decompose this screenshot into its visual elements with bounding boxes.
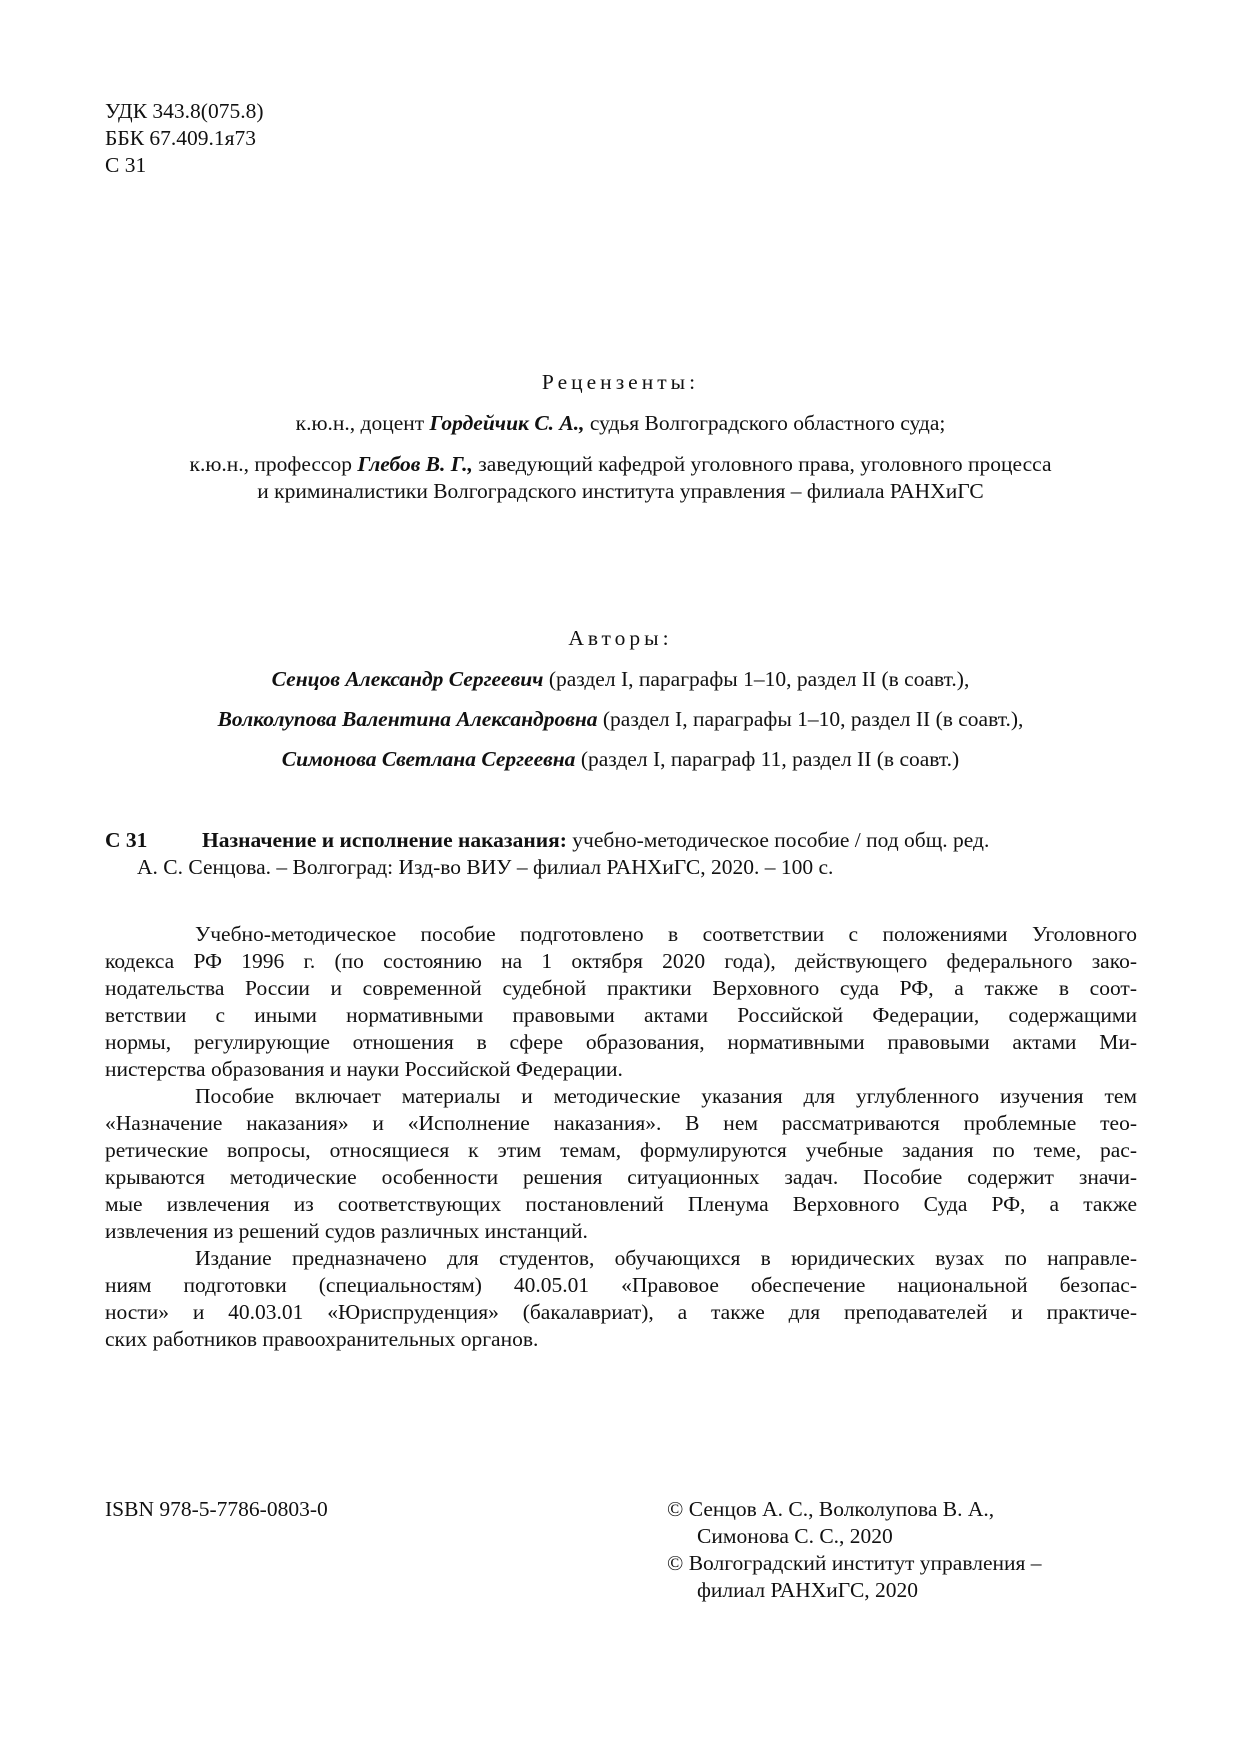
reviewer-2-degree: к.ю.н., профессор <box>189 452 358 476</box>
author-3 <box>0 746 1241 773</box>
abstract-line: нистерства образования и науки Российской Федерации. <box>105 1057 623 1081</box>
reviewer-2 <box>0 451 1241 478</box>
abstract-line: крываются методические особенности решения ситуационных задач. Пособие содержит значи- <box>105 1165 1137 1189</box>
bib-code: С 31 <box>105 828 148 852</box>
reviewer-1-name: Гордейчик С. А., <box>429 411 585 435</box>
abstract-line: Пособие включает материалы и методические указания для углубленного изучения тем <box>195 1084 1137 1108</box>
bib-line-2: А. С. Сенцова. – Волгоград: Изд-во ВИУ – филиал РАНХиГС, 2020. – 100 с. <box>137 855 834 879</box>
reviewers-heading: Рецензенты: <box>541 370 700 394</box>
author-1-name: Сенцов Александр Сергеевич <box>271 667 544 691</box>
isbn: ISBN 978-5-7786-0803-0 <box>105 1497 328 1521</box>
abstract-line: нодательства России и современной судебной практики Верховного суда РФ, а также в соот- <box>105 976 1137 1000</box>
reviewer-2-position-cont: и криминалистики Волгоградского института управления – филиала РАНХиГС <box>257 479 984 503</box>
author-2 <box>0 706 1241 733</box>
copyright-publisher-line-1: © Волгоградский институт управления – <box>667 1551 1042 1575</box>
abstract-line: Учебно-методическое пособие подготовлено в соответствии с положениями Уголовного <box>195 922 1137 946</box>
abstract-line: нормы, регулирующие отношения в сфере образования, нормативными правовыми актами Ми- <box>105 1030 1137 1054</box>
author-1 <box>0 666 1241 693</box>
abstract-line: мые извлечения из соответствующих постановлений Пленума Верховного Суда РФ, а также <box>105 1192 1137 1216</box>
reviewer-1 <box>0 410 1241 437</box>
abstract-line: Издание предназначено для студентов, обучающихся в юридических вузах по направле- <box>195 1246 1137 1270</box>
author-sign: С 31 <box>105 153 147 177</box>
author-2-role: (раздел I, параграфы 1–10, раздел II (в соавт.), <box>597 707 1024 731</box>
abstract-line: ских работников правоохранительных органов. <box>105 1327 539 1351</box>
abstract-line: извлечения из решений судов различных инстанций. <box>105 1219 588 1243</box>
reviewer-2-name: Глебов В. Г., <box>357 452 473 476</box>
authors-heading: Авторы: <box>568 626 673 650</box>
udk-code: УДК 343.8(075.8) <box>105 99 264 123</box>
author-2-name: Волколупова Валентина Александровна <box>217 707 598 731</box>
abstract-line: «Назначение наказания» и «Исполнение наказания». В нем рассматриваются проблемные тео- <box>105 1111 1137 1135</box>
author-3-role: (раздел I, параграф 11, раздел II (в соавт.) <box>575 747 960 771</box>
abstract-paragraph-1 <box>105 921 1137 1083</box>
bbk-code: ББК 67.409.1я73 <box>105 126 257 150</box>
copyright-authors-line-2: Симонова С. С., 2020 <box>697 1524 893 1548</box>
author-1-role: (раздел I, параграфы 1–10, раздел II (в соавт.), <box>543 667 970 691</box>
bib-title: Назначение и исполнение наказания: <box>202 828 567 852</box>
copyright-authors-line-1: © Сенцов А. С., Волколупова В. А., <box>667 1497 995 1521</box>
abstract-paragraph-2 <box>105 1083 1137 1245</box>
reviewer-1-position: судья Волгоградского областного суда; <box>584 411 946 435</box>
reviewer-1-degree: к.ю.н., доцент <box>295 411 430 435</box>
abstract-line: ветствии с иными нормативными правовыми актами Российской Федерации, содержащими <box>105 1003 1137 1027</box>
reviewer-2-position: заведующий кафедрой уголовного права, уголовного процесса <box>472 452 1052 476</box>
author-3-name: Симонова Светлана Сергеевна <box>281 747 576 771</box>
bib-description: учебно-методическое пособие / под общ. ред. <box>566 828 990 852</box>
abstract-line: ретические вопросы, относящиеся к этим темам, формулируются учебные задания по теме, рас- <box>105 1138 1137 1162</box>
abstract-line: ниям подготовки (специальностям) 40.05.01 «Правовое обеспечение национальной безопас- <box>105 1273 1137 1297</box>
copyright-publisher-line-2: филиал РАНХиГС, 2020 <box>697 1578 919 1602</box>
abstract-line: ности» и 40.03.01 «Юриспруденция» (бакалавриат), а также для преподавателей и практиче- <box>105 1300 1137 1324</box>
abstract-line: кодекса РФ 1996 г. (по состоянию на 1 октября 2020 года), действующего федерального зако- <box>105 949 1137 973</box>
abstract-paragraph-3 <box>105 1245 1137 1353</box>
bib-line-1 <box>202 827 989 854</box>
